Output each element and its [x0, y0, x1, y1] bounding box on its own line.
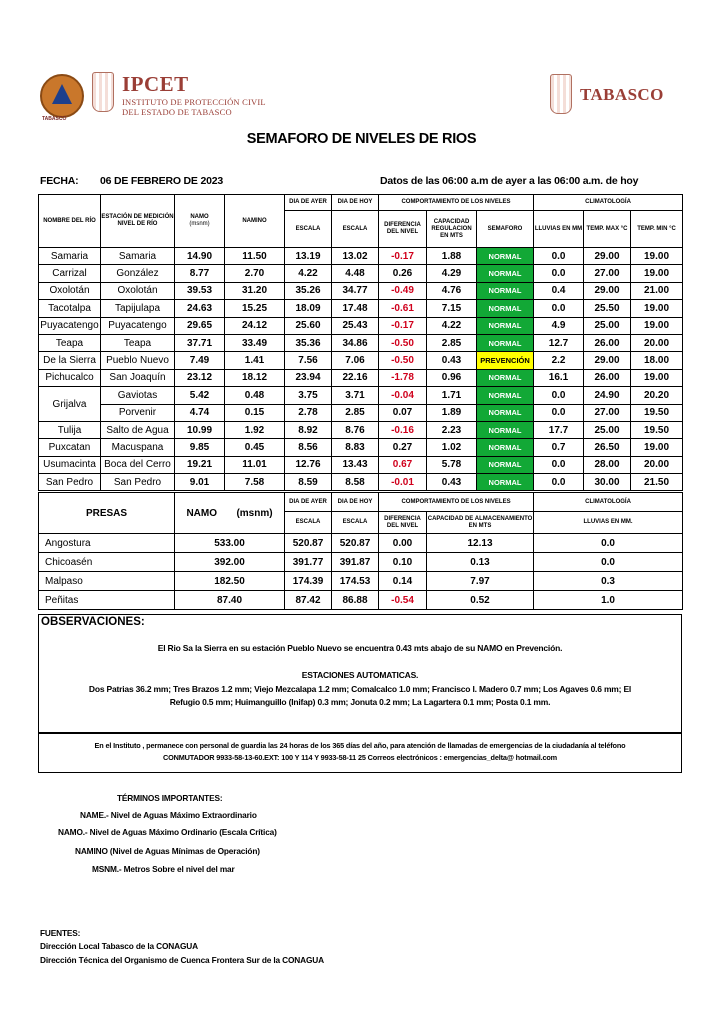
rio-name: Samaria — [39, 248, 101, 265]
rio-name: Oxolotán — [39, 282, 101, 299]
col-presa-hoy: DIA DE HOY — [332, 493, 379, 512]
table-row — [39, 317, 683, 334]
estaciones-title: ESTACIONES AUTOMATICAS. — [301, 670, 419, 680]
semaforo-badge: NORMAL — [477, 248, 534, 265]
table-row — [39, 300, 683, 317]
escala-ayer-value: 7.56 — [285, 352, 332, 369]
rio-name: Grijalva — [39, 387, 101, 422]
tmax-value: 30.00 — [584, 474, 631, 491]
table-row — [39, 352, 683, 369]
table-row — [39, 474, 683, 491]
rio-name: Tacotalpa — [39, 300, 101, 317]
tmax-value: 27.00 — [584, 265, 631, 282]
lluvia-value: 2.2 — [534, 352, 584, 369]
lluvia-value: 0.0 — [534, 300, 584, 317]
lluvia-value: 0.0 — [534, 404, 584, 421]
escala-hoy-value: 8.83 — [332, 439, 379, 456]
lluvia-value: 16.1 — [534, 369, 584, 386]
capacidad-value: 1.89 — [427, 404, 477, 421]
presa-ayer-value: 391.77 — [285, 553, 332, 572]
capacidad-value: 1.71 — [427, 387, 477, 404]
col-presa-capacidad: CAPACIDAD DE ALMACENAMIENTO EN MTS — [427, 512, 534, 534]
presa-diferencia-value: 0.14 — [379, 572, 427, 591]
instituto-box — [38, 733, 682, 773]
tabasco-shield-icon — [92, 72, 114, 112]
station-name: San Pedro — [101, 474, 175, 491]
observaciones-box — [38, 614, 682, 733]
namo-value: 23.12 — [175, 369, 225, 386]
presa-namo-unit: (msnm) — [236, 507, 273, 519]
rio-name: Teapa — [39, 334, 101, 351]
tmin-value: 19.50 — [631, 421, 683, 438]
namino-value: 24.12 — [225, 317, 285, 334]
capacidad-value: 5.78 — [427, 456, 477, 473]
table-row — [39, 282, 683, 299]
capacidad-value: 4.29 — [427, 265, 477, 282]
col-diferencia: DIFERENCIA DEL NIVEL — [379, 211, 427, 248]
presa-lluvia-value: 0.0 — [534, 534, 683, 553]
tmax-value: 25.50 — [584, 300, 631, 317]
presas-table — [38, 492, 683, 610]
station-name: Teapa — [101, 334, 175, 351]
capacidad-value: 2.85 — [427, 334, 477, 351]
diferencia-value: -0.50 — [379, 334, 427, 351]
capacidad-value: 0.43 — [427, 474, 477, 491]
escala-ayer-value: 2.78 — [285, 404, 332, 421]
org-short-name: IPCET — [122, 72, 189, 96]
presa-namo-value: 392.00 — [175, 553, 285, 572]
col-capacidad: CAPACIDAD REGULACION EN MTS — [427, 211, 477, 248]
diferencia-value: -0.17 — [379, 248, 427, 265]
col-lluvias: LLUVIAS EN MM — [534, 211, 584, 248]
station-name: Oxolotán — [101, 282, 175, 299]
col-rio: NOMBRE DEL RÍO — [39, 195, 101, 248]
escala-hoy-value: 7.06 — [332, 352, 379, 369]
namino-value: 0.45 — [225, 439, 285, 456]
table-row — [39, 334, 683, 351]
escala-ayer-value: 13.19 — [285, 248, 332, 265]
logo-tag: TABASCO — [42, 116, 67, 122]
capacidad-value: 1.88 — [427, 248, 477, 265]
station-name: Macuspana — [101, 439, 175, 456]
presa-namo-value: 87.40 — [175, 591, 285, 610]
presa-name: Chicoasén — [39, 553, 175, 572]
presa-hoy-value: 174.53 — [332, 572, 379, 591]
terminos-title: TÉRMINOS IMPORTANTES: — [117, 793, 223, 803]
namo-value: 29.65 — [175, 317, 225, 334]
escala-ayer-value: 8.56 — [285, 439, 332, 456]
table-row — [39, 456, 683, 473]
rio-name: De la Sierra — [39, 352, 101, 369]
capacidad-value: 0.96 — [427, 369, 477, 386]
tmax-value: 26.50 — [584, 439, 631, 456]
col-presa-diferencia: DIFERENCIA DEL NIVEL — [379, 512, 427, 534]
tmax-value: 29.00 — [584, 248, 631, 265]
namo-value: 14.90 — [175, 248, 225, 265]
col-presa-namo — [175, 493, 285, 534]
namino-value: 11.50 — [225, 248, 285, 265]
escala-hoy-value: 22.16 — [332, 369, 379, 386]
capacidad-value: 4.22 — [427, 317, 477, 334]
rio-name: Puxcatan — [39, 439, 101, 456]
fuente-line-2: Dirección Técnica del Organismo de Cuenca Frontera Sur de la CONAGUA — [40, 955, 324, 965]
observaciones-title: OBSERVACIONES: — [41, 616, 145, 628]
station-name: Puyacatengo — [101, 317, 175, 334]
namino-value: 7.58 — [225, 474, 285, 491]
semaforo-badge: NORMAL — [477, 369, 534, 386]
semaforo-badge: NORMAL — [477, 421, 534, 438]
station-name: Boca del Cerro — [101, 456, 175, 473]
semaforo-badge: NORMAL — [477, 439, 534, 456]
lluvia-value: 12.7 — [534, 334, 584, 351]
table-row — [39, 439, 683, 456]
semaforo-badge: NORMAL — [477, 300, 534, 317]
presa-capacidad-value: 0.13 — [427, 553, 534, 572]
data-period: Datos de las 06:00 a.m de ayer a las 06:00 a.m. de hoy — [380, 175, 639, 187]
observacion-line: El Rio Sa la Sierra en su estación Pueblo Nuevo se encuentra 0.43 mts abajo de su NAMO en Prevención. — [157, 643, 563, 653]
presa-ayer-value: 174.39 — [285, 572, 332, 591]
col-ayer: DIA DE AYER — [285, 195, 332, 211]
org-full-name — [122, 97, 266, 117]
capacidad-value: 7.15 — [427, 300, 477, 317]
presa-lluvia-value: 0.0 — [534, 553, 683, 572]
presa-name: Angostura — [39, 534, 175, 553]
table-row — [39, 404, 683, 421]
namino-value: 0.48 — [225, 387, 285, 404]
tmin-value: 20.20 — [631, 387, 683, 404]
diferencia-value: 0.27 — [379, 439, 427, 456]
lluvia-value: 17.7 — [534, 421, 584, 438]
semaforo-badge: NORMAL — [477, 387, 534, 404]
lluvia-value: 0.0 — [534, 248, 584, 265]
capacidad-value: 2.23 — [427, 421, 477, 438]
escala-ayer-value: 18.09 — [285, 300, 332, 317]
station-name: Gaviotas — [101, 387, 175, 404]
semaforo-badge: NORMAL — [477, 456, 534, 473]
tmin-value: 19.50 — [631, 404, 683, 421]
termino-namino: NAMINO (Nivel de Aguas Mínimas de Operación) — [75, 846, 260, 856]
rio-name: Puyacatengo — [39, 317, 101, 334]
termino-name: NAME.- Nivel de Aguas Máximo Extraordinario — [80, 810, 257, 820]
presa-hoy-value: 86.88 — [332, 591, 379, 610]
instituto-line-2: CONMUTADOR 9933-58-13-60.EXT: 100 Y 114 Y 9933-58-11 25 Correos electrónicos : emergencias_delta@ hotmail.com — [162, 753, 558, 762]
instituto-line-1: En el Instituto , permanece con personal de guardia las 24 horas de los 365 días del año, para atención de llamadas de emergencias de la ciudadanía al teléfono — [94, 741, 626, 750]
col-presa-escala-hoy: ESCALA — [332, 512, 379, 534]
namo-value: 24.63 — [175, 300, 225, 317]
station-name: San Joaquín — [101, 369, 175, 386]
presa-ayer-value: 520.87 — [285, 534, 332, 553]
presa-ayer-value: 87.42 — [285, 591, 332, 610]
escala-hoy-value: 34.77 — [332, 282, 379, 299]
escala-ayer-value: 25.60 — [285, 317, 332, 334]
station-name: Tapijulapa — [101, 300, 175, 317]
diferencia-value: 0.67 — [379, 456, 427, 473]
namo-label: NAMO — [190, 214, 209, 220]
tmin-value: 20.00 — [631, 334, 683, 351]
diferencia-value: 0.26 — [379, 265, 427, 282]
col-comportamiento: COMPORTAMIENTO DE LOS NIVELES — [379, 195, 534, 211]
proteccion-civil-logo-icon — [40, 74, 84, 118]
diferencia-value: -0.50 — [379, 352, 427, 369]
diferencia-value: -1.78 — [379, 369, 427, 386]
presa-name: Malpaso — [39, 572, 175, 591]
tmin-value: 19.00 — [631, 369, 683, 386]
escala-ayer-value: 8.59 — [285, 474, 332, 491]
station-name: González — [101, 265, 175, 282]
lluvia-value: 0.4 — [534, 282, 584, 299]
diferencia-value: -0.61 — [379, 300, 427, 317]
estaciones-line-2: Refugio 0.5 mm; Huimanguillo (Inifap) 0.3 mm; Jonuta 0.2 mm; La Lagartera 0.1 mm; Posta 0.1 mm. — [169, 697, 551, 707]
page-header — [40, 70, 680, 120]
tmin-value: 19.00 — [631, 439, 683, 456]
namo-value: 8.77 — [175, 265, 225, 282]
namino-value: 31.20 — [225, 282, 285, 299]
table-row — [39, 248, 683, 265]
namo-value: 9.01 — [175, 474, 225, 491]
tmin-value: 21.00 — [631, 282, 683, 299]
rios-table — [38, 194, 683, 491]
escala-ayer-value: 8.92 — [285, 421, 332, 438]
capacidad-value: 0.43 — [427, 352, 477, 369]
diferencia-value: -0.17 — [379, 317, 427, 334]
escala-hoy-value: 13.02 — [332, 248, 379, 265]
presa-diferencia-value: 0.00 — [379, 534, 427, 553]
rio-name: Pichucalco — [39, 369, 101, 386]
state-shield-icon — [550, 74, 572, 114]
col-namo — [175, 195, 225, 248]
tmax-value: 26.00 — [584, 334, 631, 351]
table-row — [39, 421, 683, 438]
semaforo-badge: NORMAL — [477, 265, 534, 282]
fecha-value: 06 DE FEBRERO DE 2023 — [100, 175, 224, 187]
semaforo-badge: PREVENCIÓN — [477, 352, 534, 369]
presa-capacidad-value: 0.52 — [427, 591, 534, 610]
col-estacion: ESTACIÓN DE MEDICIÓN NIVEL DE RÍO — [101, 195, 175, 248]
namo-value: 5.42 — [175, 387, 225, 404]
termino-namo: NAMO.- Nivel de Aguas Máximo Ordinario (Escala Crítica) — [58, 827, 277, 837]
lluvia-value: 0.0 — [534, 474, 584, 491]
tmax-value: 29.00 — [584, 352, 631, 369]
col-presa-ayer: DIA DE AYER — [285, 493, 332, 512]
presa-capacidad-value: 7.97 — [427, 572, 534, 591]
presa-namo-label: NAMO — [186, 507, 217, 519]
escala-hoy-value: 17.48 — [332, 300, 379, 317]
table-row — [39, 265, 683, 282]
table-row — [39, 572, 683, 591]
presa-lluvia-value: 0.3 — [534, 572, 683, 591]
org-line-2: DEL ESTADO DE TABASCO — [122, 107, 232, 117]
semaforo-badge: NORMAL — [477, 404, 534, 421]
semaforo-badge: NORMAL — [477, 334, 534, 351]
tmin-value: 18.00 — [631, 352, 683, 369]
presa-lluvia-value: 1.0 — [534, 591, 683, 610]
termino-msnm: MSNM.- Metros Sobre el nivel del mar — [92, 864, 235, 874]
col-semaforo: SEMAFORO — [477, 211, 534, 248]
diferencia-value: -0.49 — [379, 282, 427, 299]
escala-hoy-value: 8.58 — [332, 474, 379, 491]
diferencia-value: -0.04 — [379, 387, 427, 404]
namo-value: 4.74 — [175, 404, 225, 421]
lluvia-value: 0.0 — [534, 265, 584, 282]
diferencia-value: -0.16 — [379, 421, 427, 438]
fuente-line-1: Dirección Local Tabasco de la CONAGUA — [40, 941, 198, 951]
state-name: TABASCO — [580, 85, 664, 104]
namo-unit: (msnm) — [189, 221, 210, 227]
escala-ayer-value: 23.94 — [285, 369, 332, 386]
escala-ayer-value: 3.75 — [285, 387, 332, 404]
escala-hoy-value: 25.43 — [332, 317, 379, 334]
tmax-value: 27.00 — [584, 404, 631, 421]
tmin-value: 19.00 — [631, 317, 683, 334]
tmin-value: 19.00 — [631, 265, 683, 282]
escala-ayer-value: 4.22 — [285, 265, 332, 282]
col-namino: NAMINO — [225, 195, 285, 248]
col-presa-climatologia: CLIMATOLOGÍA — [534, 493, 683, 512]
fecha-label: FECHA: — [40, 175, 79, 187]
col-presa-escala-ayer: ESCALA — [285, 512, 332, 534]
escala-hoy-value: 4.48 — [332, 265, 379, 282]
tmin-value: 20.00 — [631, 456, 683, 473]
capacidad-value: 4.76 — [427, 282, 477, 299]
escala-hoy-value: 2.85 — [332, 404, 379, 421]
rio-name: Carrizal — [39, 265, 101, 282]
table-row — [39, 387, 683, 404]
presa-namo-value: 182.50 — [175, 572, 285, 591]
col-climatologia: CLIMATOLOGÍA — [534, 195, 683, 211]
col-hoy: DIA DE HOY — [332, 195, 379, 211]
namo-value: 10.99 — [175, 421, 225, 438]
namino-value: 11.01 — [225, 456, 285, 473]
capacidad-value: 1.02 — [427, 439, 477, 456]
col-escala-hoy: ESCALA — [332, 211, 379, 248]
tmax-value: 24.90 — [584, 387, 631, 404]
col-tmin: TEMP. MIN °C — [631, 211, 683, 248]
namo-value: 19.21 — [175, 456, 225, 473]
namo-value: 37.71 — [175, 334, 225, 351]
table-row — [39, 591, 683, 610]
tmax-value: 25.00 — [584, 421, 631, 438]
table-row — [39, 369, 683, 386]
station-name: Porvenir — [101, 404, 175, 421]
semaforo-badge: NORMAL — [477, 474, 534, 491]
tmin-value: 19.00 — [631, 248, 683, 265]
presa-name: Peñitas — [39, 591, 175, 610]
station-name: Samaria — [101, 248, 175, 265]
escala-hoy-value: 13.43 — [332, 456, 379, 473]
fuentes-title: FUENTES: — [40, 928, 81, 938]
org-line-1: INSTITUTO DE PROTECCIÓN CIVIL — [122, 97, 266, 107]
col-presa-comportamiento: COMPORTAMIENTO DE LOS NIVELES — [379, 493, 534, 512]
presa-hoy-value: 391.87 — [332, 553, 379, 572]
diferencia-value: 0.07 — [379, 404, 427, 421]
namino-value: 15.25 — [225, 300, 285, 317]
page-title: SEMAFORO DE NIVELES DE RIOS — [246, 131, 477, 147]
col-presas: PRESAS — [39, 493, 175, 534]
namo-value: 39.53 — [175, 282, 225, 299]
tmin-value: 19.00 — [631, 300, 683, 317]
col-escala-ayer: ESCALA — [285, 211, 332, 248]
namino-value: 1.41 — [225, 352, 285, 369]
tmax-value: 26.00 — [584, 369, 631, 386]
presa-diferencia-value: -0.54 — [379, 591, 427, 610]
namo-value: 9.85 — [175, 439, 225, 456]
presa-capacidad-value: 12.13 — [427, 534, 534, 553]
station-name: Pueblo Nuevo — [101, 352, 175, 369]
tmax-value: 25.00 — [584, 317, 631, 334]
namino-value: 0.15 — [225, 404, 285, 421]
col-presa-lluvias: LLUVIAS EN MM. — [534, 512, 683, 534]
escala-hoy-value: 3.71 — [332, 387, 379, 404]
rio-name: Usumacinta — [39, 456, 101, 473]
escala-ayer-value: 12.76 — [285, 456, 332, 473]
col-tmax: TEMP. MAX °C — [584, 211, 631, 248]
estaciones-line-1: Dos Patrias 36.2 mm; Tres Brazos 1.2 mm; Viejo Mezcalapa 1.2 mm; Comalcalco 1.0 mm; Francisco I. Madero 0.7 mm; Los Agaves 0.6 mm; El — [88, 684, 632, 694]
namino-value: 18.12 — [225, 369, 285, 386]
namo-value: 7.49 — [175, 352, 225, 369]
table-row — [39, 553, 683, 572]
lluvia-value: 0.0 — [534, 456, 584, 473]
semaforo-badge: NORMAL — [477, 317, 534, 334]
rio-name: Tulija — [39, 421, 101, 438]
escala-hoy-value: 34.86 — [332, 334, 379, 351]
presa-namo-value: 533.00 — [175, 534, 285, 553]
lluvia-value: 0.7 — [534, 439, 584, 456]
namino-value: 2.70 — [225, 265, 285, 282]
station-name: Salto de Agua — [101, 421, 175, 438]
tmax-value: 29.00 — [584, 282, 631, 299]
escala-ayer-value: 35.36 — [285, 334, 332, 351]
tmin-value: 21.50 — [631, 474, 683, 491]
namino-value: 33.49 — [225, 334, 285, 351]
diferencia-value: -0.01 — [379, 474, 427, 491]
lluvia-value: 4.9 — [534, 317, 584, 334]
namino-value: 1.92 — [225, 421, 285, 438]
escala-ayer-value: 35.26 — [285, 282, 332, 299]
presa-diferencia-value: 0.10 — [379, 553, 427, 572]
lluvia-value: 0.0 — [534, 387, 584, 404]
semaforo-badge: NORMAL — [477, 282, 534, 299]
escala-hoy-value: 8.76 — [332, 421, 379, 438]
rio-name: San Pedro — [39, 474, 101, 491]
presa-hoy-value: 520.87 — [332, 534, 379, 553]
tmax-value: 28.00 — [584, 456, 631, 473]
table-row — [39, 534, 683, 553]
